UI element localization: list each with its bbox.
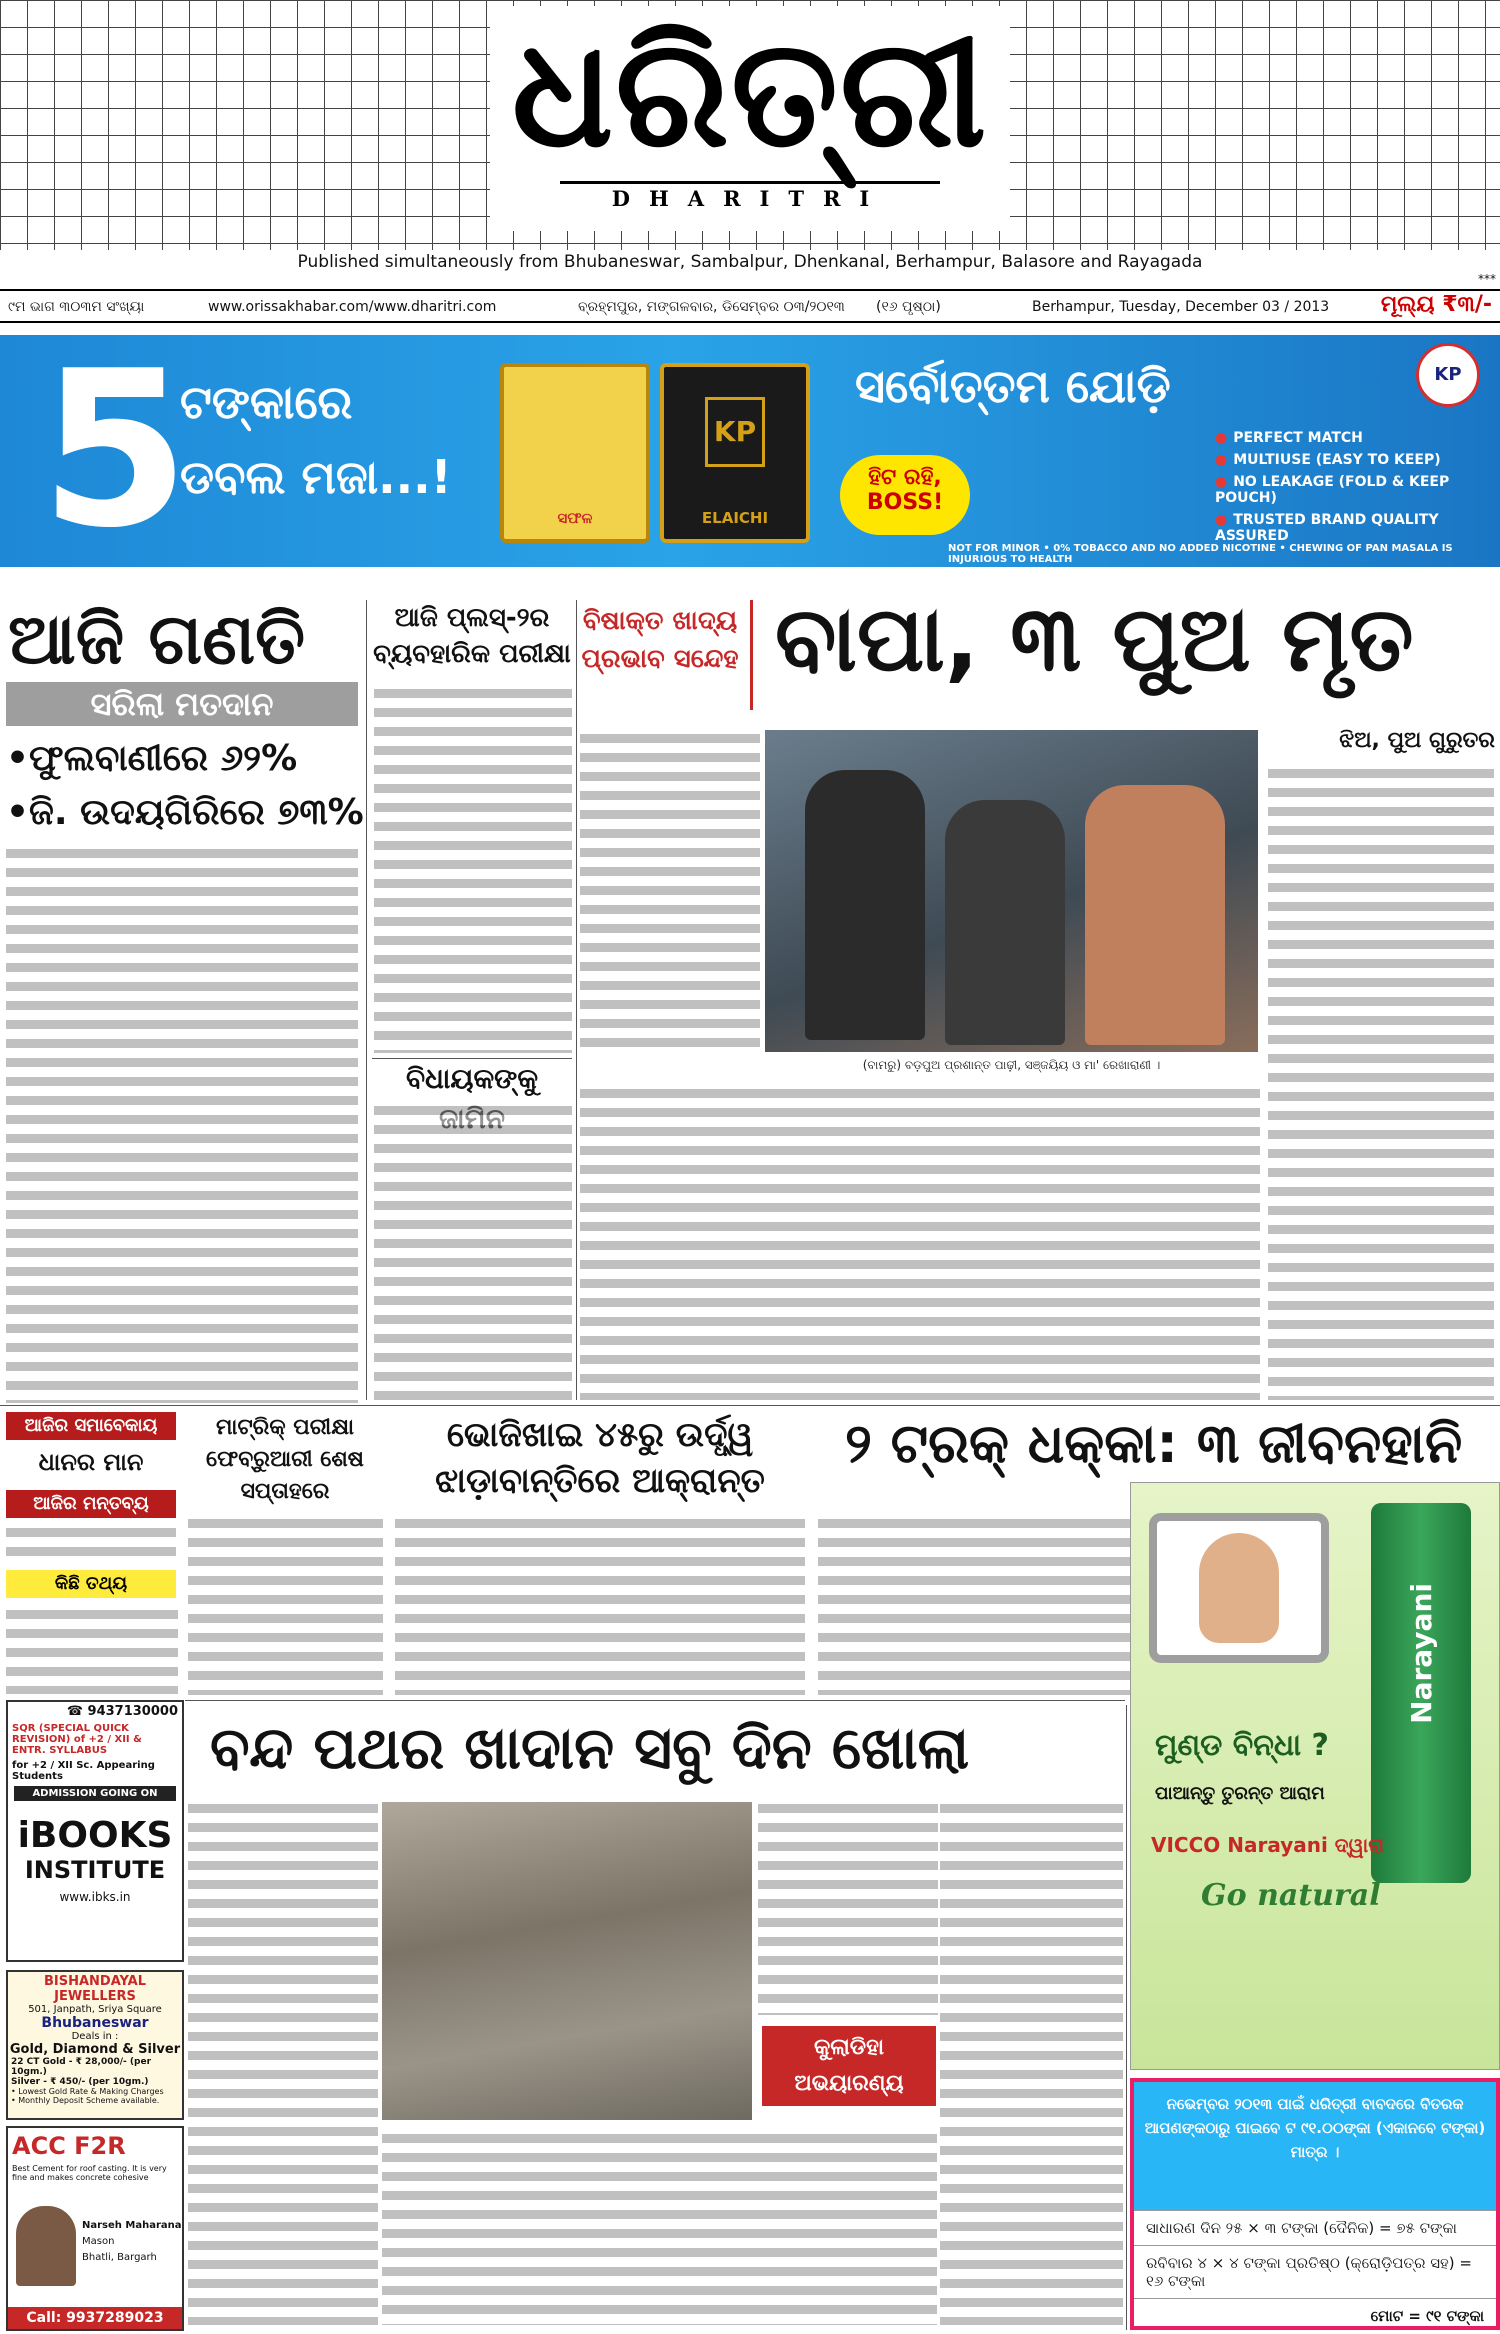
ibooks-institute: INSTITUTE (24, 1856, 166, 1884)
quarry-body-bottom (382, 2130, 937, 2325)
vicco-brand: VICCO Narayani ଦ୍ୱାରା (1151, 1833, 1385, 1857)
quarry-body-col-1 (188, 1800, 378, 2325)
ad-line-2: ଡବଲ ମଜା...! (180, 450, 452, 504)
offer-row-weekday: ସାଧାରଣ ଦିନ ୨୫ × ୩ ଟଙ୍କା (ଦୈନିକ) = ୭୫ ଟଙ୍କା (1134, 2210, 1496, 2245)
ibooks-line-1: SQR (SPECIAL QUICK REVISION) of +2 / XII & ENTR. SYLLABUS (12, 1723, 142, 1756)
quarry-photo (382, 1802, 752, 2120)
ibooks-line-3: ADMISSION GOING ON (14, 1786, 176, 1801)
elaichi-pack-image (660, 363, 810, 543)
ibooks-name: iBOOKS (17, 1815, 173, 1856)
go-natural: Go natural (1201, 1878, 1381, 1913)
jeweller-deals: Deals in : (71, 2031, 119, 2042)
jeweller-note-2: • Monthly Deposit Scheme available. (11, 2096, 160, 2105)
photo-person-2 (945, 800, 1065, 1045)
photo-person-1 (805, 770, 925, 1040)
woman-face (1199, 1533, 1279, 1643)
masthead-grid (0, 0, 1500, 250)
food-body-text (395, 1515, 805, 1695)
f2r-description: Best Cement for roof casting. It is very fine and makes concrete cohesive (12, 2164, 167, 2182)
market-label: ଆଜିର ସମାବେକାୟ (6, 1412, 176, 1440)
edition-stars: *** (1478, 272, 1496, 286)
mason-role: Mason (82, 2236, 115, 2247)
ad-point: ● TRUSTED BRAND QUALITY ASSURED (1215, 512, 1500, 544)
narayani-tube-image (1371, 1503, 1471, 1883)
matric-headline: ମାଟ୍ରିକ୍ ପରୀକ୍ଷା ଫେବ୍ରୁଆରୀ ଶେଷ ସପ୍ତାହରେ (206, 1415, 364, 1504)
jewellers-ad[interactable] (6, 1970, 184, 2120)
page-count: (୧୬ ପୃଷ୍ଠା) (876, 299, 941, 315)
quarry-body-col-2 (758, 1800, 938, 2015)
kicker-rule (750, 600, 753, 710)
ad-disclaimer: NOT FOR MINOR • 0% TOBACCO AND NO ADDED NICOTINE • CHEWING OF PAN MASALA IS INJURIOUS TO HEALTH (948, 543, 1453, 565)
kp-group-badge: KP (1416, 343, 1480, 407)
mla-bail-headline: ବିଧାୟକଙ୍କୁ (372, 1058, 572, 1139)
jeweller-note-1: • Lowest Gold Rate & Making Charges (11, 2087, 164, 2096)
ibooks-url: www.ibks.in (59, 1890, 131, 1904)
counting-headline: ଆଜି ଗଣତି (8, 598, 306, 680)
section-rule (185, 1700, 1125, 1701)
counting-band: ସରିଲା ମତଦାନ (6, 682, 358, 726)
volume-number: ୯ମ ଭାଗ ୩୦୩ମ ସଂଖ୍ୟା (8, 299, 145, 315)
ad-line-1: ଟଙ୍କାରେ (180, 375, 353, 429)
acc-f2r-ad[interactable] (6, 2126, 184, 2331)
exam-body-text (374, 685, 572, 1053)
newspaper-logo (490, 6, 1010, 231)
safal-pack-image (500, 363, 650, 543)
pack2-logo: KP (705, 397, 765, 467)
lead-photo-family (765, 730, 1258, 1052)
vicco-relief: ପାଆନ୍ତୁ ତୁରନ୍ତ ଆରାମ (1155, 1783, 1325, 1804)
silver-rate: Silver - ₹ 450/- (per 10gm.) (11, 2077, 149, 2087)
ibooks-phone: ☎ 9437130000 (66, 1704, 178, 1719)
subscription-offer (1130, 2078, 1500, 2330)
column-rule (576, 600, 577, 1400)
pan-masala-ad (0, 335, 1500, 567)
ad-big-number: 5 (40, 335, 190, 567)
logo-odia: ଧରିତ୍ରୀ (511, 5, 989, 181)
mla-body-text (374, 1102, 572, 1402)
gold-rate: 22 CT Gold - ₹ 28,000/- (per 10gm.) (11, 2057, 152, 2077)
website-link[interactable]: www.orissakhabar.com/www.dharitri.com (208, 299, 497, 315)
headache-woman-image (1149, 1513, 1329, 1663)
ad-point: ● PERFECT MATCH (1215, 430, 1500, 446)
facts-label: କିଛି ତଥ୍ୟ (6, 1570, 176, 1598)
vicco-question: ମୁଣ୍ଡ ବିନ୍ଧା ? (1155, 1728, 1329, 1763)
dateline-bar (0, 289, 1500, 323)
boss-bubble: ହିଟ ରହି, BOSS! (840, 455, 970, 535)
exam-headline: ଆଜି ପ୍ଲସ୍‌-୨ର ବ୍ୟବହାରିକ ପରୀକ୍ଷା (373, 603, 571, 669)
odia-dateline: ବ୍ରହ୍ମପୁର, ମଙ୍ଗଳବାର, ଡିସେମ୍ବର ୦୩/୨୦୧୩ (578, 299, 845, 315)
pack2-label: ELAICHI (701, 509, 769, 527)
lead-kicker: ବିଷାକ୍ତ ଖାଦ୍ୟ ପ୍ରଭାବ ସନ୍ଦେହ (581, 606, 739, 674)
ad-features-list (1215, 430, 1500, 550)
price-tag: ମୂଲ୍ୟ ₹୩/- (1380, 292, 1492, 317)
mason-photo (16, 2206, 76, 2286)
counting-body-text (6, 845, 358, 1403)
jeweller-address: 501, Janpath, Sriya Square (28, 2004, 162, 2015)
offer-row-sunday: ରବିବାର ୪ × ୪ ଟଙ୍କା ପ୍ରତିଷ୍ଠ (କ୍ରୋଡ଼ିପତ୍ର ସହ) = ୧୬ ଟଙ୍କା (1134, 2245, 1496, 2298)
lead-photo-caption: (ବାମରୁ) ବଡ଼ପୁଅ ପ୍ରଶାନ୍ତ ପାଢ଼ୀ, ସଞ୍ଜୟିୟ ଓ ମା' ରେଖାରାଣୀ । (862, 1058, 1161, 1072)
facts-text (6, 1606, 178, 1694)
lead-body-cols-bottom (580, 1085, 1260, 1400)
f2r-brand: ACC F2R (12, 2132, 126, 2160)
logo-latin: DHARITRI (560, 181, 940, 211)
f2r-call: Call: 9937289023 (8, 2307, 182, 2329)
lead-body-col-1 (580, 730, 760, 1050)
published-line: Published simultaneously from Bhubaneswar, Sambalpur, Dhenkanal, Berhampur, Balasore and Rayagada (297, 252, 1203, 272)
food-poisoning-headline: ଭୋଜିଖାଇ ୪୫ରୁ ଉର୍ଦ୍ଧ୍ୱ ଝାଡ଼ାବାନ୍ତିରେ ଆକ୍ରାନ୍ତ (435, 1415, 765, 1501)
column-rule (366, 600, 367, 1400)
ibooks-ad[interactable] (6, 1700, 184, 1962)
offer-total: ମୋଟ = ୯୧ ଟଙ୍କା (1134, 2298, 1496, 2333)
quarry-body-col-3 (940, 1800, 1123, 2325)
vicco-narayani-ad[interactable] (1130, 1482, 1500, 2070)
quote-label: ଆଜିର ମନ୍ତବ୍ୟ (6, 1490, 176, 1518)
truck-accident-headline: ୨ ଟ୍ରକ୍ ଧକ୍କା: ୩ ଜୀବନହାନି (845, 1412, 1463, 1475)
lead-subhead: ଝିଅ, ପୁଅ ଗୁରୁତର (1339, 728, 1495, 753)
sanctuary-kicker: କୁଲାଡିହା ଅଭୟାରଣ୍ୟ (762, 2026, 936, 2106)
english-dateline: Berhampur, Tuesday, December 03 / 2013 (1032, 299, 1330, 315)
ad-point: ● NO LEAKAGE (FOLD & KEEP POUCH) (1215, 474, 1500, 506)
jeweller-city: Bhubaneswar (41, 2015, 149, 2031)
lead-headline: ବାପା, ୩ ପୁଅ ମୃତ (775, 587, 1414, 692)
ibooks-line-2: for +2 / XII Sc. Appearing Students (12, 1760, 155, 1782)
quarry-headline: ବନ୍ଦ ପଥର ଖାଦାନ ସବୁ ଦିନ ଖୋଲା (210, 1714, 970, 1782)
jeweller-goods: Gold, Diamond & Silver (9, 2042, 181, 2057)
mason-name: Narseh Maharana (82, 2220, 182, 2231)
ad-tagline: ସର୍ବୋତ୍ତମ ଯୋଡ଼ି (855, 359, 1171, 413)
counting-bullet-1: •ଫୁଲବାଣୀରେ ୬୨% (6, 738, 298, 779)
photo-person-3 (1085, 785, 1225, 1045)
paddy-price-label: ଧାନର ମାନ (38, 1448, 144, 1476)
matric-body-text (188, 1515, 383, 1695)
offer-text: ନଭେମ୍ବର ୨୦୧୩ ପାଇଁ ଧରିତ୍ରୀ ବାବଦରେ ବିତରକ ଆପଣଙ୍କଠାରୁ ପାଇବେ ଟ ୯୧.୦୦ଙ୍କା (ଏକାନବେ ଟଙ୍କା) ମାତ୍ର । (1134, 2082, 1496, 2210)
quote-text (6, 1524, 176, 1564)
pack1-label: ସଫଳ (557, 509, 593, 527)
lead-body-col-right (1268, 765, 1494, 1400)
jeweller-name: BISHANDAYAL JEWELLERS (43, 1974, 147, 2004)
tube-label: Narayani (1404, 1583, 1438, 1724)
mason-place: Bhatli, Bargarh (82, 2252, 157, 2263)
counting-bullet-2: •ଜି. ଉଦୟଗିରିରେ ୭୩% (6, 792, 364, 833)
column-rule (1126, 1705, 1127, 2330)
ad-point: ● MULTIUSE (EASY TO KEEP) (1215, 452, 1500, 468)
